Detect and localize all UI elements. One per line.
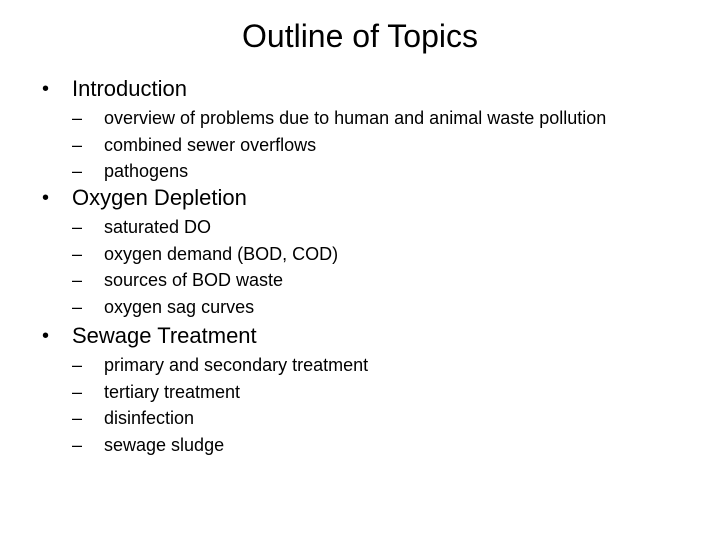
dash-icon: –	[72, 217, 83, 237]
dash-icon: –	[72, 381, 83, 402]
sub-item	[0, 105, 720, 132]
sub-item	[0, 352, 720, 379]
sub-item-text: sewage sludge	[104, 434, 225, 455]
section-heading: Introduction	[72, 76, 187, 101]
sub-item	[0, 405, 720, 432]
sub-item-list	[0, 105, 720, 185]
dash-icon: –	[72, 408, 83, 428]
section-heading: Sewage Treatment	[72, 323, 257, 348]
section-sewage-treatment	[0, 321, 720, 458]
sub-item	[0, 132, 720, 159]
bullet-icon: •	[42, 187, 50, 209]
dash-icon: –	[72, 134, 83, 155]
dash-icon: –	[72, 108, 83, 128]
dash-icon: –	[72, 270, 83, 290]
sub-item	[0, 294, 720, 321]
sub-item-text: oxygen demand (BOD, COD)	[104, 243, 339, 264]
sub-item-text: primary and secondary treatment	[104, 355, 369, 375]
section-heading-row	[0, 183, 720, 213]
sub-item-text: sources of BOD waste	[104, 270, 284, 290]
dash-icon: –	[72, 355, 83, 375]
bullet-icon: •	[42, 78, 50, 100]
section-oxygen-depletion	[0, 183, 720, 320]
section-introduction	[0, 74, 720, 185]
sub-item-text: pathogens	[104, 161, 189, 181]
section-heading-row	[0, 74, 720, 104]
section-heading: Oxygen Depletion	[72, 185, 247, 210]
sub-item	[0, 158, 720, 185]
sub-item-text: disinfection	[104, 408, 195, 428]
dash-icon: –	[72, 243, 83, 264]
sub-item	[0, 432, 720, 459]
dash-icon: –	[72, 434, 83, 455]
sub-item	[0, 267, 720, 294]
sub-item	[0, 214, 720, 241]
slide-title: Outline of Topics	[242, 18, 478, 54]
bullet-icon: •	[42, 325, 50, 347]
sub-item-text: saturated DO	[104, 217, 212, 237]
sub-item-list	[0, 352, 720, 458]
section-heading-row	[0, 321, 720, 351]
sub-item-text: oxygen sag curves	[104, 296, 255, 317]
sub-item-list	[0, 214, 720, 320]
sub-item	[0, 379, 720, 406]
sub-item-text: tertiary treatment	[104, 381, 241, 402]
sub-item-text: combined sewer overflows	[104, 134, 317, 155]
sub-item	[0, 241, 720, 268]
sub-item-text: overview of problems due to human and animal waste pollution	[104, 108, 607, 128]
dash-icon: –	[72, 296, 83, 317]
dash-icon: –	[72, 161, 83, 181]
